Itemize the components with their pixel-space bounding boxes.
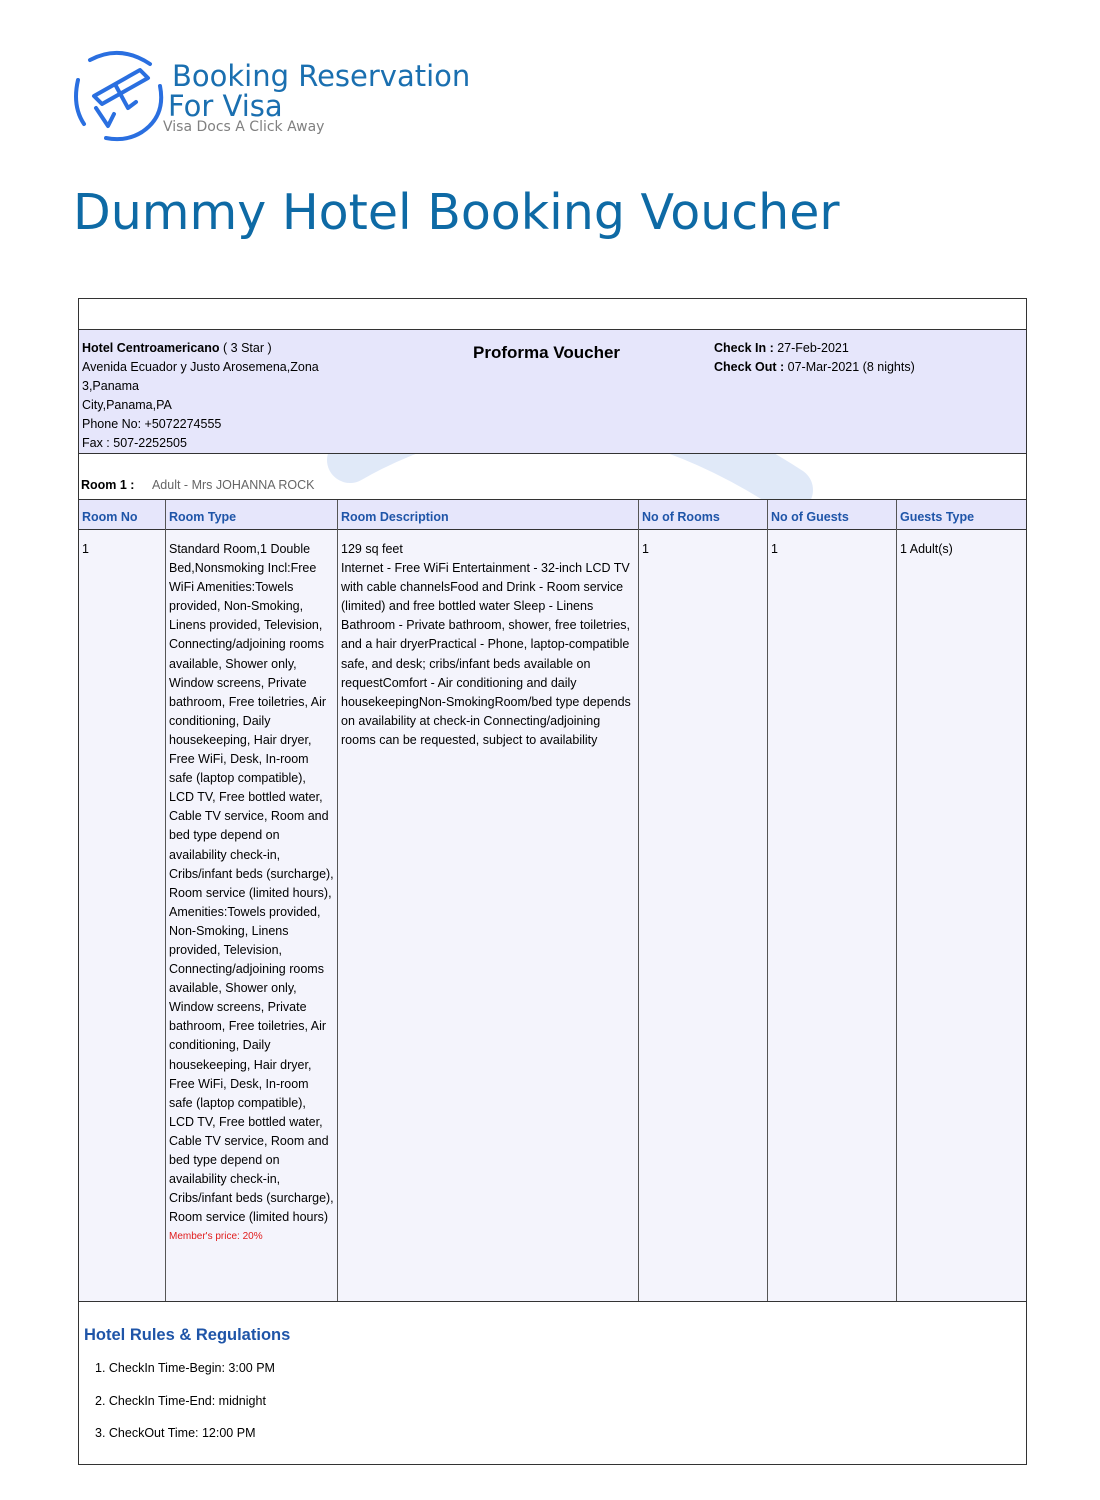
member-price-note: Member's price: 20% [169, 1231, 263, 1243]
column-header-guests-type: Guests Type [900, 510, 975, 524]
plane-globe-logo-icon [70, 46, 166, 142]
divider [79, 329, 1026, 330]
check-in-label: Check In : [714, 341, 774, 355]
column-header-room-description: Room Description [341, 510, 449, 524]
page-title: Dummy Hotel Booking Voucher [73, 184, 840, 241]
column-divider [165, 500, 166, 1301]
hotel-phone: Phone No: +5072274555 [82, 417, 222, 431]
hotel-address-line: City,Panama,PA [82, 398, 172, 412]
hotel-fax: Fax : 507-2252505 [82, 436, 187, 450]
hotel-name: Hotel Centroamericano [82, 341, 220, 355]
check-in-value: 27-Feb-2021 [773, 341, 849, 355]
room-type-text: Standard Room,1 Double Bed,Nonsmoking Incl:Free WiFi Amenities:Towels provided, Non-Smoking, Linens provided, Television, Connecting/adjoining rooms available, Shower only, Window screens, Private bathroom, Free toiletries, Air conditioning, Daily housekeeping, Hair dryer, Free WiFi, Desk, In-room safe (laptop compatible), LCD TV, Free bottled water, Cable TV service, Room and bed type depend on availability check-in, Cribs/infant beds (surcharge), Room service (limited hours), Amenities:Towels provided, Non-Smoking, Linens provided, Television, Connecting/adjoining rooms available, Shower only, Window screens, Private bathroom, Free toiletries, Air conditioning, Daily housekeeping, Hair dryer, Free WiFi, Desk, In-room safe (laptop compatible), LCD TV, Free bottled water, Cable TV service, Room and bed type depend on availability check-in, Cribs/infant beds (surcharge), Room service (limited hours) [169, 542, 334, 1225]
room-label: Room 1 : [81, 478, 135, 492]
divider [79, 453, 1026, 454]
room-description-text: Internet - Free WiFi Entertainment - 32-inch LCD TV with cable channelsFood and Drink - Room service (limited) and free bottled water Sleep - Linens Bathroom - Private bathroom, shower, free toiletries, and a hair dryerPractical - Phone, laptop-compatible safe, and desk; cribs/infant beds available on requestComfort - Air conditioning and daily housekeepingNon-SmokingRoom/bed type depends on availability at check-in Connecting/adjoining rooms can be requested, subject to availability [341, 561, 631, 747]
column-header-no-of-rooms: No of Rooms [642, 510, 720, 524]
cell-no-of-guests: 1 [771, 542, 778, 556]
column-header-no-of-guests: No of Guests [771, 510, 849, 524]
column-divider [337, 500, 338, 1301]
column-divider [638, 500, 639, 1301]
column-divider [767, 500, 768, 1301]
voucher-type-heading: Proforma Voucher [473, 343, 621, 362]
divider [79, 499, 1026, 500]
room-guest-line [81, 478, 315, 492]
column-header-room-type: Room Type [169, 510, 237, 524]
hotel-info [82, 339, 332, 453]
brand-tagline: Visa Docs A Click Away [163, 119, 325, 135]
cell-room-no: 1 [82, 542, 89, 556]
check-out-label: Check Out : [714, 360, 785, 374]
hotel-rating: ( 3 Star ) [223, 341, 272, 355]
cell-room-type [169, 540, 334, 1244]
column-divider [896, 500, 897, 1301]
cell-no-of-rooms: 1 [642, 542, 649, 556]
brand-name-line2: For Visa [168, 89, 283, 123]
room-size: 129 sq feet [341, 542, 403, 556]
hotel-address-line: Avenida Ecuador y Justo Arosemena,Zona [82, 360, 319, 374]
stay-dates [714, 339, 915, 377]
column-header-room-no: Room No [82, 510, 138, 524]
cell-guests-type: 1 Adult(s) [900, 542, 953, 556]
guest-name: Adult - Mrs JOHANNA ROCK [151, 478, 315, 492]
hotel-address-line: 3,Panama [82, 379, 139, 393]
brand-name-line1: Booking Reservation [172, 59, 471, 93]
divider [79, 529, 1026, 530]
rule-item: 3. CheckOut Time: 12:00 PM [95, 1426, 256, 1440]
voucher-frame [78, 298, 1027, 1465]
rule-item: 1. CheckIn Time-Begin: 3:00 PM [95, 1361, 275, 1375]
divider [79, 1301, 1026, 1302]
cell-room-description [341, 540, 636, 750]
rule-item: 2. CheckIn Time-End: midnight [95, 1394, 266, 1408]
check-out-value: 07-Mar-2021 (8 nights) [784, 360, 915, 374]
rules-heading: Hotel Rules & Regulations [84, 1326, 291, 1344]
